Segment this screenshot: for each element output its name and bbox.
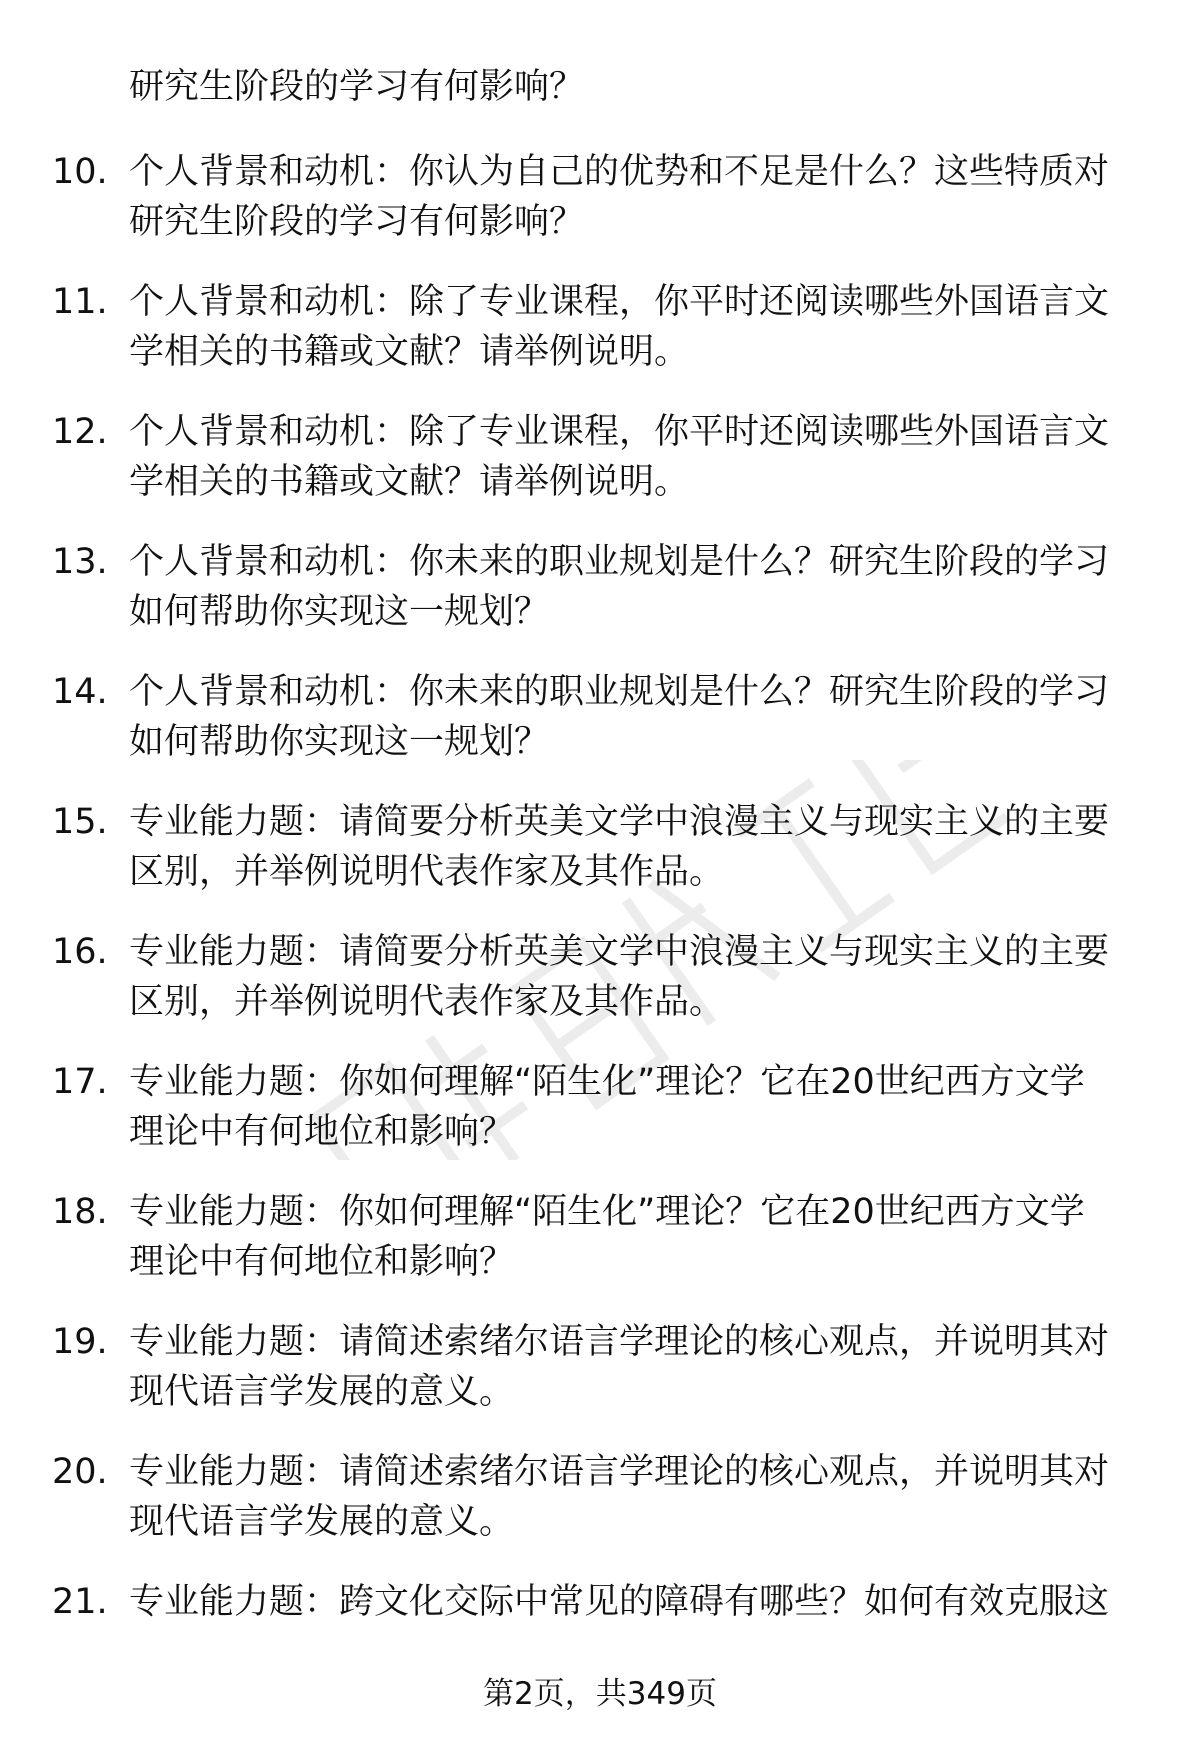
question-line: 现代语言学发展的意义。	[129, 1372, 515, 1412]
question-line: 专业能力题：请简述索绪尔语言学理论的核心观点，并说明其对	[129, 1322, 1110, 1362]
question-line: 学相关的书籍或文献？请举例说明。	[129, 332, 690, 372]
question-item	[0, 667, 1200, 797]
question-number: 14.	[52, 672, 108, 712]
question-line: 现代语言学发展的意义。	[129, 1502, 515, 1542]
question-number: 10.	[52, 152, 108, 192]
question-item	[0, 1447, 1200, 1577]
question-number: 12.	[52, 412, 108, 452]
question-text	[129, 1057, 1139, 1157]
question-line: 理论中有何地位和影响？	[129, 1112, 515, 1152]
question-line: 专业能力题：请简要分析英美文学中浪漫主义与现实主义的主要	[129, 932, 1110, 972]
question-line: 专业能力题：你如何理解“陌生化”理论？它在20世纪西方文学	[129, 1192, 1085, 1232]
question-list	[0, 147, 1200, 1707]
question-text	[129, 1317, 1139, 1417]
question-number: 13.	[52, 542, 108, 582]
question-text	[129, 797, 1139, 897]
question-text	[129, 1577, 1139, 1627]
question-item	[0, 407, 1200, 537]
question-line: 理论中有何地位和影响？	[129, 1242, 515, 1282]
question-line: 专业能力题：你如何理解“陌生化”理论？它在20世纪西方文学	[129, 1062, 1085, 1102]
question-item	[0, 537, 1200, 667]
question-text	[129, 407, 1139, 507]
question-line: 个人背景和动机：你认为自己的优势和不足是什么？这些特质对	[129, 152, 1110, 192]
question-number: 15.	[52, 802, 108, 842]
question-number: 21.	[52, 1582, 108, 1622]
question-text	[129, 1447, 1139, 1547]
question-line: 专业能力题：跨文化交际中常见的障碍有哪些？如何有效克服这	[129, 1582, 1110, 1622]
question-text	[129, 147, 1139, 247]
question-line: 如何帮助你实现这一规划？	[129, 592, 550, 632]
question-item	[0, 277, 1200, 407]
question-text	[129, 1187, 1139, 1287]
question-number: 11.	[52, 282, 108, 322]
question-line: 区别，并举例说明代表作家及其作品。	[129, 982, 725, 1022]
question-line: 专业能力题：请简述索绪尔语言学理论的核心观点，并说明其对	[129, 1452, 1110, 1492]
question-item	[0, 1057, 1200, 1187]
question-line: 个人背景和动机：你未来的职业规划是什么？研究生阶段的学习	[129, 672, 1110, 712]
question-item	[0, 797, 1200, 927]
continuation-line: 研究生阶段的学习有何影响？	[129, 67, 585, 107]
question-text	[129, 927, 1139, 1027]
question-item	[0, 927, 1200, 1057]
question-line: 个人背景和动机：除了专业课程，你平时还阅读哪些外国语言文	[129, 412, 1110, 452]
question-number: 18.	[52, 1192, 108, 1232]
question-text	[129, 667, 1139, 767]
question-line: 学相关的书籍或文献？请举例说明。	[129, 462, 690, 502]
question-line: 研究生阶段的学习有何影响？	[129, 202, 585, 242]
page-footer: 第2页，共349页	[483, 1676, 717, 1712]
question-line: 个人背景和动机：除了专业课程，你平时还阅读哪些外国语言文	[129, 282, 1110, 322]
question-item	[0, 1317, 1200, 1447]
question-line: 区别，并举例说明代表作家及其作品。	[129, 852, 725, 892]
question-number: 16.	[52, 932, 108, 972]
question-number: 17.	[52, 1062, 108, 1102]
question-text	[129, 277, 1139, 377]
question-line: 个人背景和动机：你未来的职业规划是什么？研究生阶段的学习	[129, 542, 1110, 582]
question-item	[0, 147, 1200, 277]
question-number: 20.	[52, 1452, 108, 1492]
question-line: 专业能力题：请简要分析英美文学中浪漫主义与现实主义的主要	[129, 802, 1110, 842]
question-number: 19.	[52, 1322, 108, 1362]
question-text	[129, 537, 1139, 637]
question-item	[0, 1187, 1200, 1317]
question-line: 如何帮助你实现这一规划？	[129, 722, 550, 762]
